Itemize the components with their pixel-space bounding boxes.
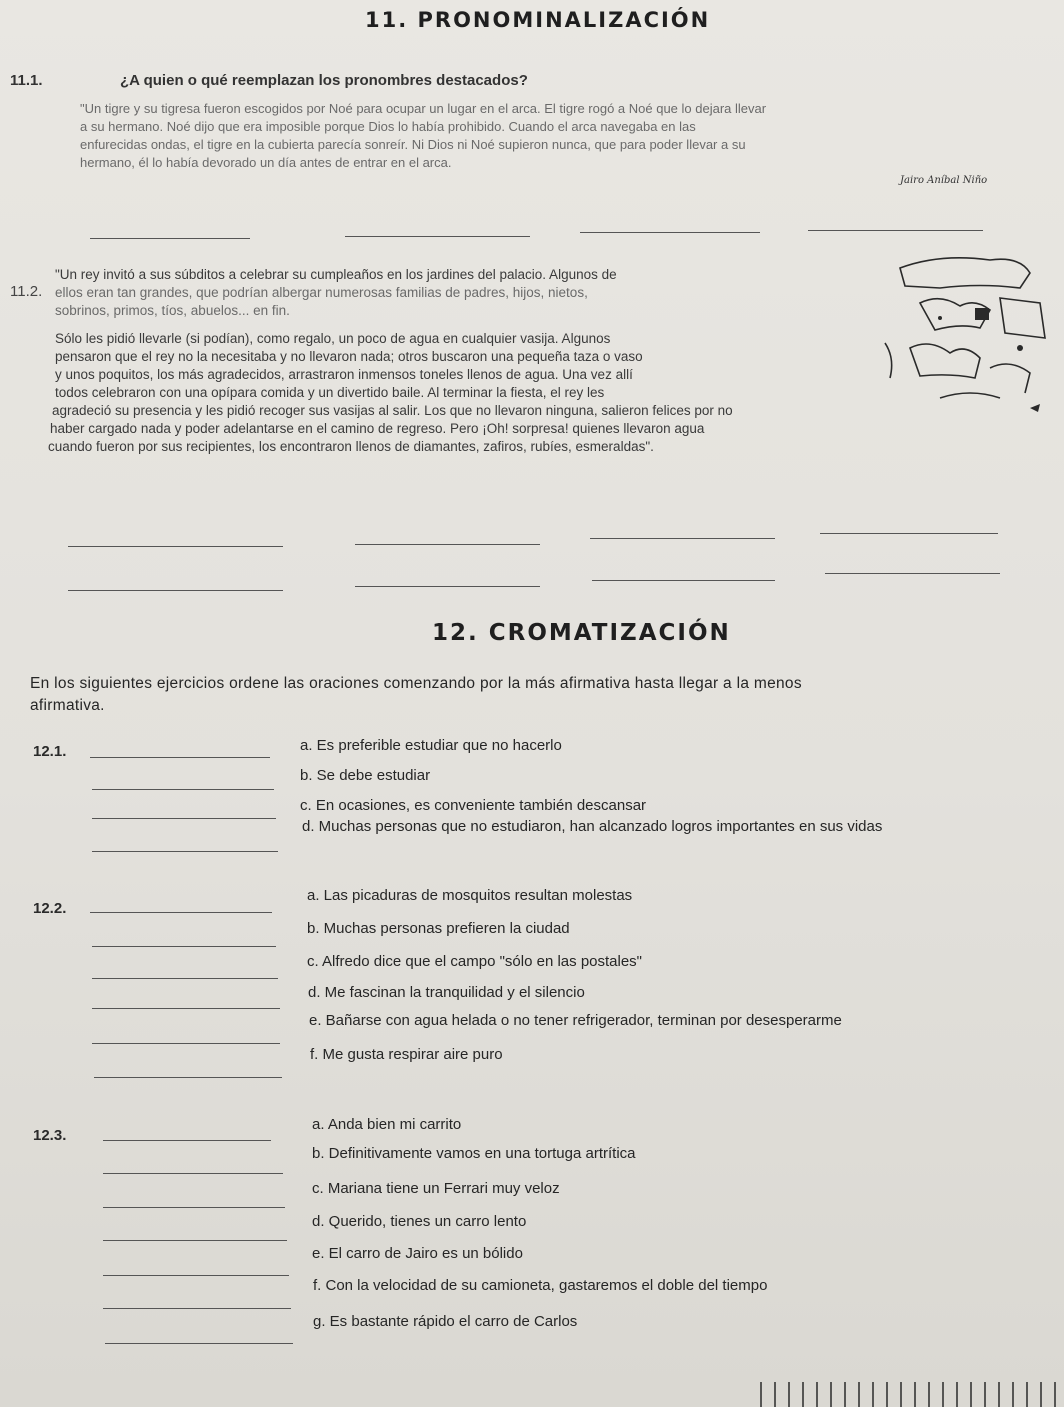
passage-line: "Un tigre y su tigresa fueron escogidos por Noé para ocupar un lugar en el arca. El tigre rogó a Noé que lo dejara llevar: [80, 101, 767, 116]
passage-11-2: [48, 265, 1005, 456]
passage-line: pensaron que el rey no la necesitaba y no llevaron nada; otros buscaron una pequeña taza o vaso: [55, 349, 643, 364]
exercise-12-1-label: 12.1.: [33, 743, 67, 760]
answer-blank[interactable]: [68, 590, 283, 591]
exercise-option: d. Me fascinan la tranquilidad y el silencio: [308, 984, 585, 1001]
exercise-option: d. Muchas personas que no estudiaron, han alcanzado logros importantes en sus vidas: [302, 818, 883, 835]
answer-blank[interactable]: [355, 544, 540, 545]
instructions-line: afirmativa.: [30, 697, 105, 714]
exercise-option: e. Bañarse con agua helada o no tener refrigerador, terminan por desesperarme: [309, 1012, 842, 1029]
question-11-2-label: 11.2.: [10, 283, 43, 300]
ordering-blank[interactable]: [92, 1043, 280, 1044]
passage-line: todos celebraron con una opípara comida y un divertido baile. Al terminar la fiesta, el rey les: [55, 385, 605, 400]
ordering-blank[interactable]: [90, 757, 270, 758]
author-signature: Jairo Aníbal Niño: [900, 175, 988, 186]
exercise-option: a. Anda bien mi carrito: [312, 1116, 462, 1133]
ordering-blank[interactable]: [92, 978, 278, 979]
exercise-option: c. En ocasiones, es conveniente también descansar: [300, 797, 647, 814]
answer-blank[interactable]: [808, 230, 983, 231]
ordering-blank[interactable]: [103, 1275, 289, 1276]
answer-blank[interactable]: [592, 580, 775, 581]
passage-line: sobrinos, primos, tíos, abuelos... en fin.: [55, 303, 290, 318]
page-edge-marks: [760, 1382, 1060, 1407]
ordering-blank[interactable]: [94, 1077, 282, 1078]
exercise-12-2-label: 12.2.: [33, 900, 67, 917]
exercise-option: d. Querido, tienes un carro lento: [312, 1213, 527, 1230]
passage-line: a su hermano. Noé dijo que era imposible porque Dios lo había prohibido. Cuando el arca navegaba en las: [80, 119, 696, 134]
exercise-option: b. Muchas personas prefieren la ciudad: [307, 920, 570, 937]
king-garden-illustration: [880, 248, 1060, 428]
ordering-blank[interactable]: [105, 1343, 293, 1344]
answer-blank[interactable]: [820, 533, 998, 534]
passage-line: haber cargado nada y poder adelantarse en el camino de regreso. Pero ¡Oh! sorpresa! quienes llevaron agua: [50, 421, 705, 436]
passage-line: y unos poquitos, los más agradecidos, arrastraron inmensos toneles llenos de agua. Una vez allí: [55, 367, 633, 382]
exercise-option: b. Definitivamente vamos en una tortuga artrítica: [312, 1145, 636, 1162]
exercise-12-3-label: 12.3.: [33, 1127, 67, 1144]
exercise-option: b. Se debe estudiar: [300, 767, 431, 784]
passage-line: cuando fueron por sus recipientes, los encontraron llenos de diamantes, zafiros, rubíes, esmeraldas".: [48, 439, 654, 454]
answer-blank[interactable]: [590, 538, 775, 539]
instructions-line: En los siguientes ejercicios ordene las oraciones comenzando por la más afirmativa hasta llegar a la menos: [30, 675, 802, 692]
passage-line: enfurecidas ondas, el tigre en la cubierta parecía sonreír. Ni Dios ni Noé supieron nunca, que para poder llevar a su: [80, 137, 746, 152]
exercise-option: f. Con la velocidad de su camioneta, gastaremos el doble del tiempo: [313, 1277, 768, 1294]
ordering-blank[interactable]: [103, 1173, 283, 1174]
ordering-blank[interactable]: [92, 818, 276, 819]
ordering-blank[interactable]: [92, 851, 278, 852]
passage-11-1: [80, 100, 1000, 172]
ordering-blank[interactable]: [92, 1008, 280, 1009]
ordering-blank[interactable]: [90, 912, 272, 913]
exercise-option: c. Mariana tiene un Ferrari muy veloz: [312, 1180, 560, 1197]
ordering-blank[interactable]: [103, 1207, 285, 1208]
answer-blank[interactable]: [68, 546, 283, 547]
exercise-option: c. Alfredo dice que el campo "sólo en las postales": [307, 953, 643, 970]
answer-blank[interactable]: [825, 573, 1000, 574]
exercise-option: f. Me gusta respirar aire puro: [310, 1046, 503, 1063]
answer-blank[interactable]: [580, 232, 760, 233]
passage-line: "Un rey invitó a sus súbditos a celebrar su cumpleaños en los jardines del palacio. Algunos de: [55, 267, 617, 282]
exercise-option: e. El carro de Jairo es un bólido: [312, 1245, 523, 1262]
section-11-title: 11. PRONOMINALIZACIÓN: [365, 8, 711, 32]
passage-line: Sólo les pidió llevarle (si podían), como regalo, un poco de agua en cualquier vasija. Algunos: [55, 331, 611, 346]
exercise-option: a. Es preferible estudiar que no hacerlo: [300, 737, 562, 754]
passage-line: hermano, él lo había devorado un día antes de entrar en el arca.: [80, 155, 452, 170]
passage-line: agradeció su presencia y les pidió recoger sus vasijas al salir. Los que no llevaron ninguna, salieron felices por no: [52, 403, 733, 418]
answer-blank[interactable]: [90, 238, 250, 239]
passage-line: ellos eran tan grandes, que podrían albergar numerosas familias de padres, hijos, nietos,: [55, 285, 588, 300]
question-11-1-prompt: ¿A quien o qué reemplazan los pronombres destacados?: [120, 72, 528, 89]
section-12-instructions: [30, 675, 1050, 715]
ordering-blank[interactable]: [103, 1240, 287, 1241]
question-11-1-label: 11.1.: [10, 72, 43, 89]
exercise-option: a. Las picaduras de mosquitos resultan molestas: [307, 887, 633, 904]
exercise-option: g. Es bastante rápido el carro de Carlos: [313, 1313, 578, 1330]
ordering-blank[interactable]: [103, 1140, 271, 1141]
answer-blank[interactable]: [355, 586, 540, 587]
ordering-blank[interactable]: [92, 789, 274, 790]
ordering-blank[interactable]: [103, 1308, 291, 1309]
section-12-title: 12. CROMATIZACIÓN: [432, 620, 731, 646]
answer-blank[interactable]: [345, 236, 530, 237]
ordering-blank[interactable]: [92, 946, 276, 947]
